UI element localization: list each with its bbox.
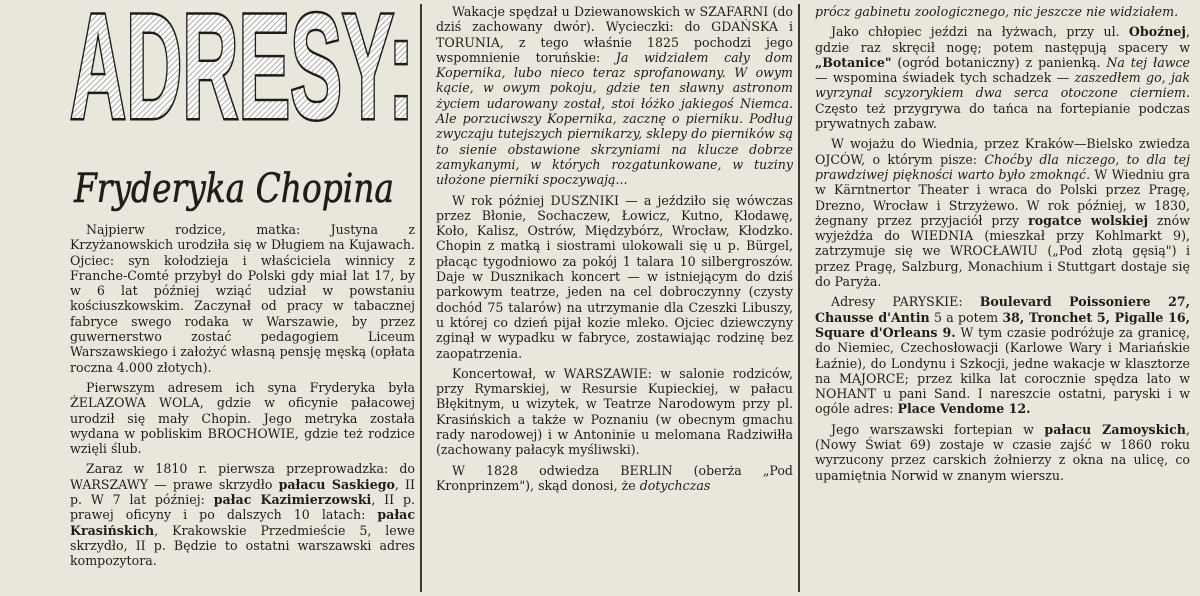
paragraph: W rok później DUSZNIKI — a jeździło się wówczas przez Błonie, Sochaczew, Łowicz, Kutno, Kłodawę, Koło, Kalisz, Ostrów, Międzybórz, Wrocław, Kłodzko. Chopin z matką i siostrami ulokowali się u p. Bürgel, płacąc tygodniowo za pokój 1 talara 10 silbergroszów. Daje w Dusznikach koncert — w istniejącym do dziś parkowym teatrze, jeden na cel dobroczynny (czysty dochód 75 talarów) na utrzymanie dla Czeszki Libuszy, u której co dzień pijał kozie mleko. Ojciec dziewczyny zginął w wypadku w fabryce, zostawiając rodzinę bez zaopatrzenia.	[436, 192, 793, 361]
headline-adresy	[68, 4, 418, 128]
paragraph: Adresy PARYSKIE: Boulevard Poissoniere 27, Chausse d'Antin 5 a potem 38, Tronchet 5, Pigalle 16, Square d'Orleans 9. W tym czasie podróżuje za granicę, do Niemiec, Czechosłowacji (Karlowe Wary i Mariańskie Łaźnie), do Londynu i Szkocji, jedne wakacje w klasztorze na MAJORCE; przez kilka lat corocznie spędza lato w NOHANT u pani Sand. I nareszcie ostatni, paryski i w ogóle adres: Place Vendome 12.	[815, 294, 1191, 417]
paragraph: Koncertował, w WARSZAWIE: w salonie rodziców, przy Rymarskiej, w Resursie Kupieckiej, w pałacu Błękitnym, u wizytek, w Teatrze Narodowym przy pl. Krasińskich a także w Poznaniu (w obecnym gmachu rady narodowej) i w Antoninie u melomana Radziwiłła (zachowany pałacyk myśliwski).	[436, 365, 793, 458]
article-intro-text	[70, 222, 415, 574]
headline-title: ADRESY:	[70, 4, 414, 128]
column-2	[422, 0, 797, 596]
headline-subtitle	[70, 150, 400, 220]
paragraph: Najpierw rodzice, matka: Justyna z Krzyżanowskich urodziła się w Długiem na Kujawach. Ojciec: syn kołodzieja i właściciela winnicy z Franche-Comté przybył do Polski gdy miał lat 17, by w 6 lat później wziąć udział w powstaniu kościuszkowskim. Zaczynał od pracy w tabacznej fabryce swego rodaka w Warszawie, by przez guwernerstwo zostać pedagogiem Liceum Warszawskiego i założyć własną pensję męską (opłata roczna 4.000 złotych).	[70, 222, 415, 375]
paragraph: prócz gabinetu zoologicznego, nic jeszcze nie widziałem.	[815, 4, 1179, 19]
paragraph: Jego warszawski fortepian w pałacu Zamoyskich, (Nowy Świat 69) zostaje w czasie zajść w 1860 roku wyrzucony przez carskich żołnierzy z okna na ulicę, co upamiętnia Norwid w znanym wierszu.	[815, 421, 1190, 483]
column-1	[0, 0, 418, 596]
paragraph: Wakacje spędzał u Dziewanowskich w SZAFARNI (do dziś zachowany dwór). Wycieczki: do GDAŃSKA i TORUNIA, z tego właśnie 1825 pochodzi jego wspomnienie toruńskie: Ja widziałem cały dom Kopernika, lubo nieco teraz sprofanowany. W owym kącie, w owym pokoju, gdzie ten sławny astronom życiem udarowany został, stoi łóżko jakiegoś Niemca. Ale porzuciwszy Kopernika, zacznę o pierniku. Podług zwyczaju tutejszych piernikarzy, sklepy do pierników są to sienie obstawione skrzyniami na klucze dobrze zamykanymi, w których rozgatunkowane, w tuziny ułożone pierniki spoczywają...	[436, 4, 793, 188]
paragraph: W wojażu do Wiednia, przez Kraków—Bielsko zwiedza OJCÓW, o którym pisze: Choćby dla niczego, to dla tej prawdziwej piękności warto było zmoknąć. W Wiedniu gra w Kärntnertor Theater i wraca do Polski przez Pragę, Drezno, Wrocław i Strzyżewo. W rok później, w 1830, żegnany przez przyjaciół przy rogatce wolskiej znów wyjeżdża do WIEDNIA (mieszkał przy Kohlmarkt 9), zatrzymuje się we WROCŁAWIU („Pod złotą gęsią") i przez Pragę, Salzburg, Monachium i Stuttgart dostaje się do Paryża.	[815, 136, 1191, 290]
column-divider	[798, 4, 800, 592]
paragraph: Jako chłopiec jeździ na łyżwach, przy ul. Oboźnej, gdzie raz skręcił nogę; potem następują spacery w „Botanice" (ogród botaniczny) z panienką. Na tej ławce — wspomina świadek tych schadzek — zaszedłem go, jak wyrzynał scyzorykiem dwa serca otoczone cierniem. Często też przygrywa do tańca na fortepianie podczas prywatnych zabaw.	[815, 24, 1190, 132]
column-3	[801, 0, 1200, 596]
paragraph: W 1828 odwiedza BERLIN (oberża „Pod Kronprinzem"), skąd donosi, że dotychczas	[436, 462, 793, 493]
paragraph: Pierwszym adresem ich syna Fryderyka była ŻELAZOWA WOLA, gdzie w oficynie pałacowej urodził się mały Chopin. Jego metryka została wydana w pobliskim BROCHOWIE, gdzie też rodzice wzięli ślub.	[70, 379, 415, 457]
paragraph: Zaraz w 1810 r. pierwsza przeprowadzka: do WARSZAWY — prawe skrzydło pałacu Saskiego, II p. W 7 lat później: pałac Kazimierzowski, II p. prawej oficyny i po dalszych 10 latach: pałac Krasińskich, Krakowskie Przedmieście 5, lewe skrzydło, II p. Będzie to ostatni warszawski adres kompozytora.	[70, 461, 416, 569]
subtitle-script: Fryderyka Chopina	[73, 166, 394, 212]
